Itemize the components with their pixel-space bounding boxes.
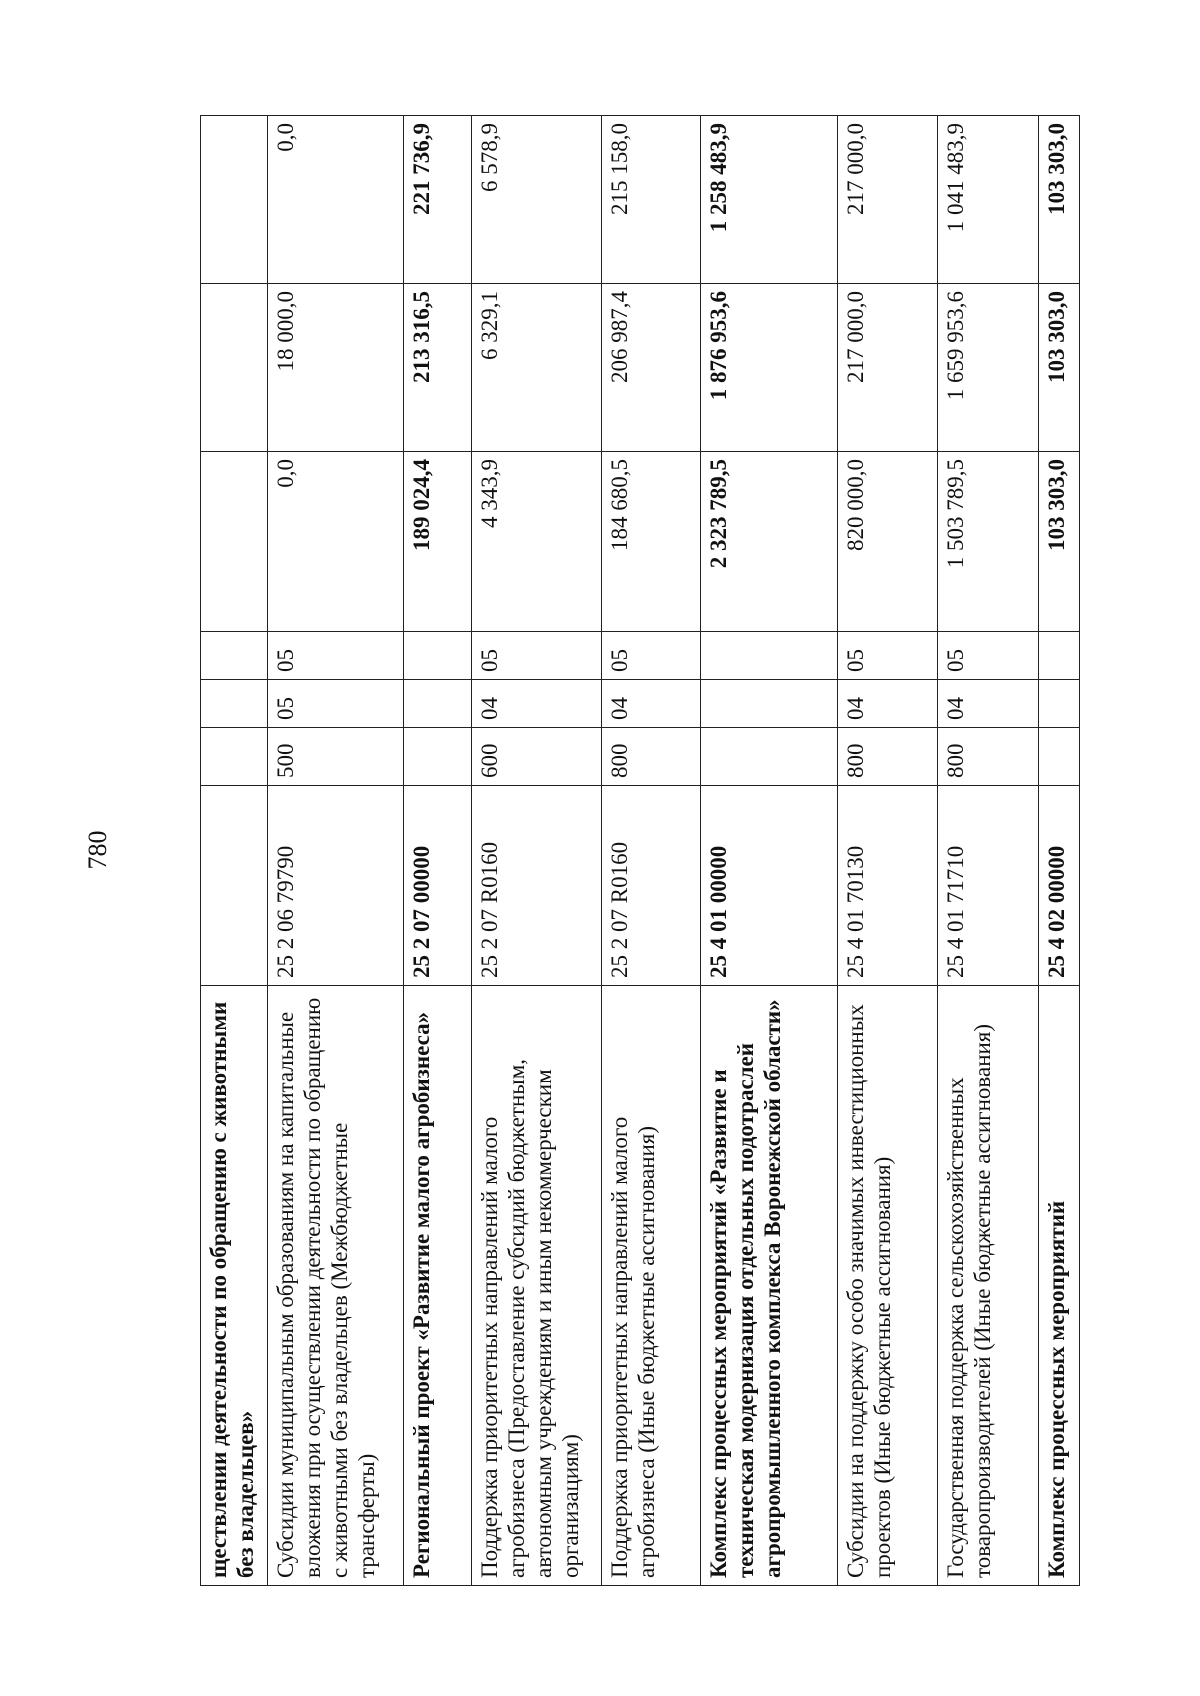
row-code: 25 4 01 00000 (701, 786, 838, 986)
page-number: 780 (83, 830, 112, 870)
row-y1: 0,0 (267, 452, 404, 632)
row-y3: 0,0 (267, 116, 404, 284)
row-rz (201, 680, 268, 728)
table-row (602, 116, 701, 1586)
row-pr (201, 632, 268, 680)
row-y1: 103 303,0 (1038, 452, 1079, 632)
row-vr (1038, 728, 1079, 786)
row-y1: 184 680,5 (602, 452, 701, 632)
row-pr (404, 632, 471, 680)
row-y1: 1 503 789,5 (937, 452, 1038, 632)
row-name: Государственная поддержка сельскохозяйственных товаропроизводителей (Иные бюджетные ассигнования) (937, 986, 1038, 1586)
table-row (1038, 116, 1079, 1586)
row-code: 25 2 07 R0160 (602, 786, 701, 986)
row-y2: 6 329,1 (471, 284, 601, 452)
row-code: 25 2 07 00000 (404, 786, 471, 986)
row-vr (404, 728, 471, 786)
row-pr (1038, 632, 1079, 680)
row-name: ществлении деятельности по обращению с животными без владельцев» (201, 986, 268, 1586)
row-y3: 221 736,9 (404, 116, 471, 284)
row-y2: 18 000,0 (267, 284, 404, 452)
row-vr: 800 (937, 728, 1038, 786)
row-vr (701, 728, 838, 786)
row-name: Комплекс процессных мероприятий «Развитие и техническая модернизация отдельных подотраслей агропромышленного комплекса Воронежской области» (701, 986, 838, 1586)
row-code: 25 2 06 79790 (267, 786, 404, 986)
table-row (937, 116, 1038, 1586)
table-row (701, 116, 838, 1586)
row-y1: 820 000,0 (837, 452, 937, 632)
row-y1 (201, 452, 268, 632)
row-y3: 215 158,0 (602, 116, 701, 284)
row-vr: 800 (602, 728, 701, 786)
row-code: 25 2 07 R0160 (471, 786, 601, 986)
row-pr: 05 (267, 632, 404, 680)
budget-table (200, 115, 1080, 1586)
row-name: Комплекс процессных мероприятий (1038, 986, 1079, 1586)
rotated-table-container (200, 116, 1080, 1586)
row-pr: 05 (937, 632, 1038, 680)
row-y1: 189 024,4 (404, 452, 471, 632)
row-y3 (201, 116, 268, 284)
row-y2: 1 876 953,6 (701, 284, 838, 452)
table-row (471, 116, 601, 1586)
row-pr: 05 (471, 632, 601, 680)
row-name: Региональный проект «Развитие малого агробизнеса» (404, 986, 471, 1586)
table-row (404, 116, 471, 1586)
row-y3: 1 258 483,9 (701, 116, 838, 284)
row-rz (701, 680, 838, 728)
row-rz: 04 (602, 680, 701, 728)
table-row (837, 116, 937, 1586)
row-vr: 600 (471, 728, 601, 786)
row-name: Субсидии на поддержку особо значимых инвестиционных проектов (Иные бюджетные ассигнования) (837, 986, 937, 1586)
row-pr (701, 632, 838, 680)
row-pr: 05 (837, 632, 937, 680)
row-name: Поддержка приоритетных направлений малого агробизнеса (Предоставление субсидий бюджетным, автономным учреждениям и иным некоммерческим организациям) (471, 986, 601, 1586)
row-rz (1038, 680, 1079, 728)
row-y3: 1 041 483,9 (937, 116, 1038, 284)
row-code: 25 4 02 00000 (1038, 786, 1079, 986)
row-y3: 217 000,0 (837, 116, 937, 284)
row-name: Субсидии муниципальным образованиям на капитальные вложения при осуществлении деятельности по обращению с животными без владельцев (Межбюджетные трансферты) (267, 986, 404, 1586)
row-y1: 4 343,9 (471, 452, 601, 632)
row-pr: 05 (602, 632, 701, 680)
row-y2 (201, 284, 268, 452)
row-code: 25 4 01 71710 (937, 786, 1038, 986)
row-vr: 800 (837, 728, 937, 786)
row-rz: 04 (937, 680, 1038, 728)
row-y3: 103 303,0 (1038, 116, 1079, 284)
row-y2: 206 987,4 (602, 284, 701, 452)
row-y2: 213 316,5 (404, 284, 471, 452)
table-row (201, 116, 268, 1586)
row-y2: 217 000,0 (837, 284, 937, 452)
row-code (201, 786, 268, 986)
row-y2: 103 303,0 (1038, 284, 1079, 452)
row-rz (404, 680, 471, 728)
row-vr (201, 728, 268, 786)
row-rz: 04 (471, 680, 601, 728)
row-y1: 2 323 789,5 (701, 452, 838, 632)
row-rz: 04 (837, 680, 937, 728)
row-name: Поддержка приоритетных направлений малого агробизнеса (Иные бюджетные ассигнования) (602, 986, 701, 1586)
row-rz: 05 (267, 680, 404, 728)
row-vr: 500 (267, 728, 404, 786)
row-y2: 1 659 953,6 (937, 284, 1038, 452)
row-y3: 6 578,9 (471, 116, 601, 284)
table-row (267, 116, 404, 1586)
row-code: 25 4 01 70130 (837, 786, 937, 986)
